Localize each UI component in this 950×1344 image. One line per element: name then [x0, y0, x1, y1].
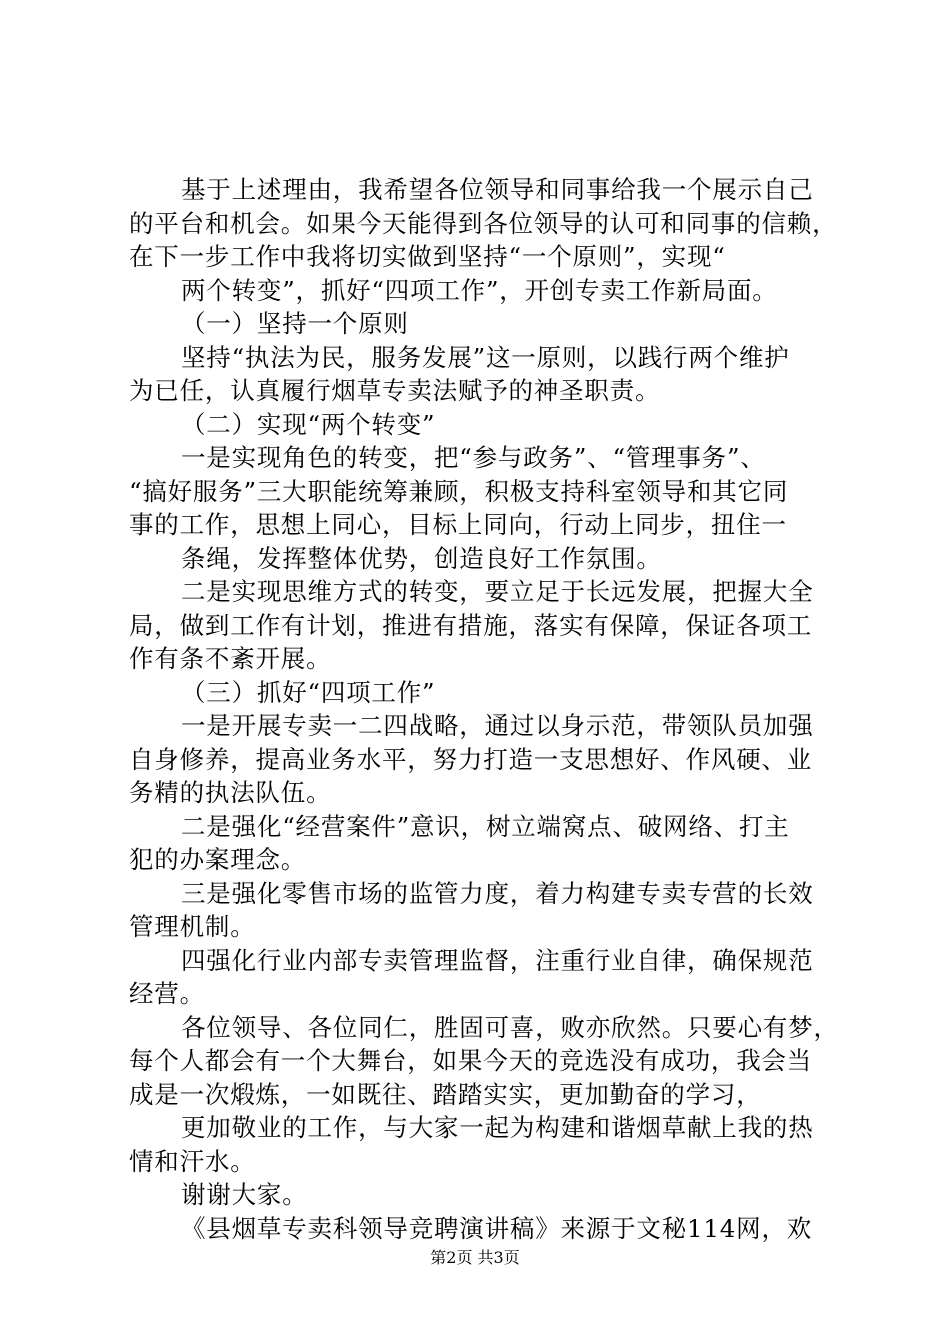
page-number: 第2页 共3页: [430, 1248, 520, 1267]
text-line: 为已任，认真履行烟草专卖法赋予的神圣职责。: [129, 376, 661, 405]
text-line: 情和汗水。: [129, 1146, 256, 1176]
text-line: 一是开展专卖一二四战略，通过以身示范，带领队员加强: [181, 711, 814, 740]
text-line: 二是实现思维方式的转变，要立足于长远发展，把握大全: [181, 577, 814, 606]
text-line: 坚持“执法为民，服务发展”这一原则，以践行两个维护: [181, 342, 790, 372]
text-line: 条绳，发挥整体优势，创造良好工作氛围。: [181, 543, 662, 573]
text-line: 四强化行业内部专卖管理监督，注重行业自律，确保规范: [181, 945, 814, 975]
text-line: 成是一次煅炼，一如既往、踏踏实实，更加勤奋的学习，: [129, 1079, 762, 1109]
text-line: 在下一步工作中我将切实做到坚持“一个原则”，实现“: [129, 242, 726, 271]
text-line: 作有条不紊开展。: [129, 644, 332, 673]
text-line: 二是强化“经营案件”意识，树立端窝点、破网络、打主: [181, 811, 790, 841]
text-line: 务精的执法队伍。: [129, 778, 332, 807]
text-line: 每个人都会有一个大舞台，如果今天的竞选没有成功，我会当: [129, 1046, 813, 1075]
text-line: 的平台和机会。如果今天能得到各位领导的认可和同事的信赖，: [129, 208, 838, 238]
page-footer: [0, 1245, 950, 1268]
document-body: [129, 173, 839, 1245]
text-line: （三）抓好“四项工作”: [181, 677, 436, 707]
text-line: （二）实现“两个转变”: [181, 409, 436, 439]
text-line: 一是实现角色的转变，把“参与政务”、“管理事务”、: [181, 443, 766, 472]
text-line: 《县烟草专卖科领导竞聘演讲稿》来源于文秘114网，欢: [181, 1213, 813, 1243]
text-line: 经营。: [129, 979, 205, 1008]
text-line: 自身修养，提高业务水平，努力打造一支思想好、作风硬、业: [129, 744, 813, 774]
text-line: 局，做到工作有计划，推进有措施，落实有保障，保证各项工: [129, 610, 813, 640]
text-line: 犯的办案理念。: [129, 845, 307, 874]
text-line: 更加敬业的工作，与大家一起为构建和谐烟草献上我的热: [181, 1113, 814, 1142]
text-line: “搞好服务”三大职能统筹兼顾，积极支持科室领导和其它同: [129, 476, 789, 506]
text-line: 两个转变”，抓好“四项工作”，开创专卖工作新局面。: [181, 275, 778, 305]
text-line: 谢谢大家。: [181, 1180, 308, 1209]
text-line: 管理机制。: [129, 912, 256, 941]
text-line: 各位领导、各位同仁，胜固可喜，败亦欣然。只要心有梦，: [181, 1012, 839, 1042]
text-line: 事的工作，思想上同心，目标上同向，行动上同步，扭住一: [129, 510, 787, 539]
text-line: 基于上述理由，我希望各位领导和同事给我一个展示自己: [181, 175, 814, 204]
text-line: （一）坚持一个原则: [181, 309, 409, 338]
text-line: 三是强化零售市场的监管力度，着力构建专卖专营的长效: [181, 878, 814, 908]
